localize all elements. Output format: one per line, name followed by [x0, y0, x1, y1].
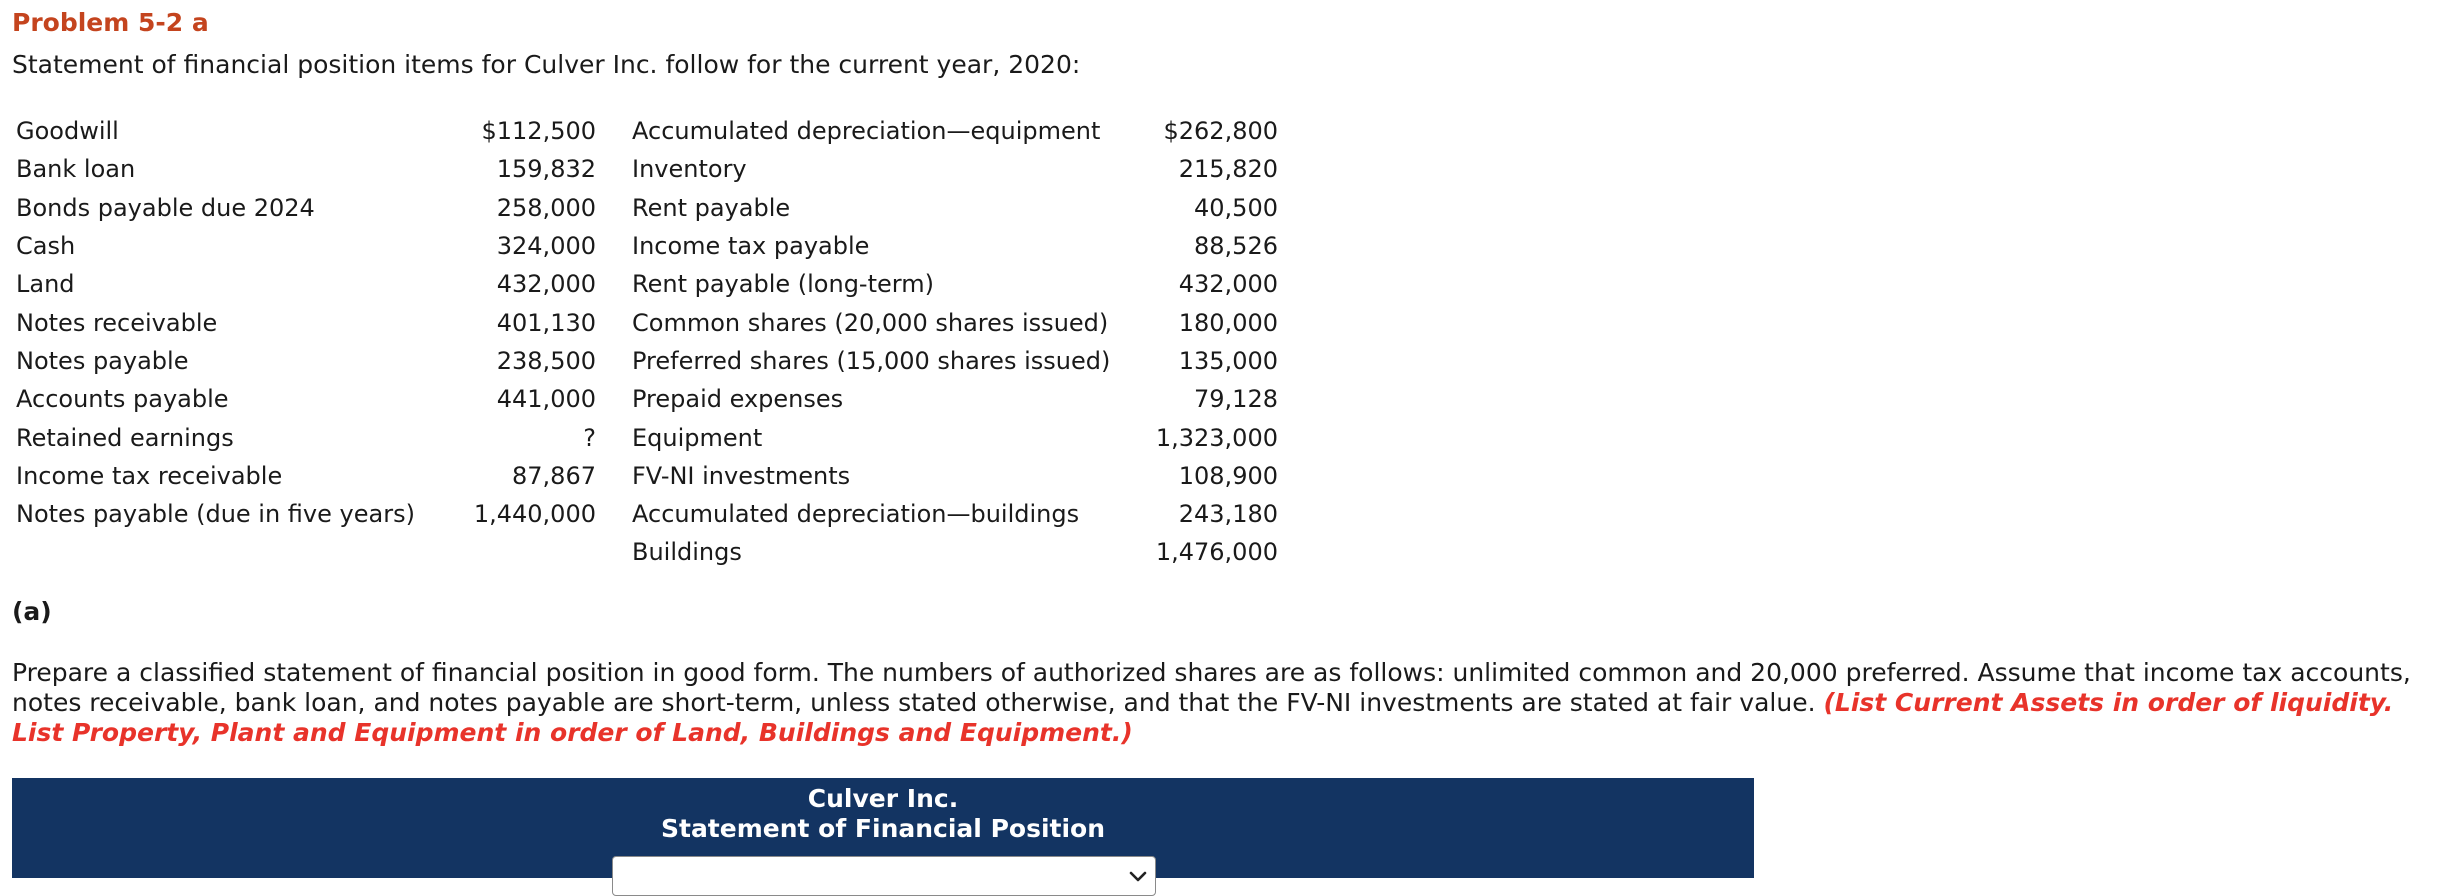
item-value: 1,476,000: [1155, 538, 1278, 567]
item-value: 432,000: [496, 270, 596, 299]
item-label: Buildings: [632, 538, 742, 567]
item-label: [16, 533, 434, 571]
table-row: [16, 189, 1278, 227]
table-row: [16, 418, 1278, 456]
item-label: Prepaid expenses: [632, 385, 844, 414]
item-label: Accounts payable: [16, 385, 229, 414]
item-value: 159,832: [496, 155, 596, 184]
item-value: 401,130: [496, 308, 596, 337]
items-table: [16, 112, 1278, 572]
table-row: [16, 150, 1278, 188]
item-label: Notes receivable: [16, 308, 218, 337]
item-label: Income tax receivable: [16, 461, 283, 490]
item-label: Rent payable (long-term): [632, 270, 934, 299]
table-row: [16, 342, 1278, 380]
item-value: 40,500: [1194, 193, 1278, 222]
table-row: [16, 112, 1278, 150]
item-value: $262,800: [1163, 117, 1278, 146]
item-value: [434, 533, 596, 571]
item-label: Inventory: [632, 155, 747, 184]
statement-header: [12, 778, 1754, 878]
item-label: Goodwill: [16, 117, 119, 146]
table-row: [16, 227, 1278, 265]
item-label: Notes payable: [16, 346, 189, 375]
table-row: [16, 265, 1278, 303]
item-value: 79,128: [1194, 385, 1278, 414]
chevron-down-icon: [1129, 871, 1147, 883]
item-value: 432,000: [1178, 270, 1278, 299]
item-label: Bonds payable due 2024: [16, 193, 315, 222]
item-label: Preferred shares (15,000 shares issued): [632, 346, 1111, 375]
table-row: [16, 380, 1278, 418]
item-value: 87,867: [512, 461, 596, 490]
item-label: Retained earnings: [16, 423, 234, 452]
item-label: Rent payable: [632, 193, 791, 222]
item-label: Cash: [16, 232, 76, 261]
item-value: 324,000: [496, 232, 596, 261]
item-value: 1,323,000: [1155, 423, 1278, 452]
part-label: (a): [12, 597, 52, 626]
item-label: Land: [16, 270, 75, 299]
item-value: 215,820: [1178, 155, 1278, 184]
item-label: FV-NI investments: [632, 461, 851, 490]
table-row: [16, 533, 1278, 571]
instructions-text: Prepare a classified statement of financial position in good form. The numbers of authorized shares are as follows: unlimited common and 20,000 preferred. Assume that income tax accounts, notes receivable, bank loan, and notes payable are short-term, unless stated otherwise, and that the FV-NI investments are stated at fair value.: [12, 658, 2411, 717]
item-value: 1,440,000: [473, 500, 596, 529]
instructions-emphasis: (List Current Assets in order of liquidity. List Property, Plant and Equipment in order of Land, Buildings and Equipment.): [12, 688, 2394, 747]
item-label: Notes payable (due in five years): [16, 500, 415, 529]
item-label: Common shares (20,000 shares issued): [632, 308, 1109, 337]
item-label: Accumulated depreciation—buildings: [632, 500, 1080, 529]
company-name: Culver Inc.: [807, 784, 959, 813]
item-value: 243,180: [1178, 500, 1278, 529]
item-value: 441,000: [496, 385, 596, 414]
item-label: Bank loan: [16, 155, 136, 184]
table-row: [16, 495, 1278, 533]
item-label: Equipment: [632, 423, 763, 452]
period-select[interactable]: [612, 856, 1156, 896]
part-instructions: [12, 658, 2432, 748]
item-value: 135,000: [1178, 346, 1278, 375]
item-label: Accumulated depreciation—equipment: [632, 117, 1101, 146]
problem-title: Problem 5-2 a: [12, 8, 209, 37]
item-value: ?: [583, 423, 596, 452]
table-row: [16, 457, 1278, 495]
item-value: 108,900: [1178, 461, 1278, 490]
item-value: 88,526: [1194, 232, 1278, 261]
item-value: 258,000: [496, 193, 596, 222]
item-value: $112,500: [481, 117, 596, 146]
item-label: Income tax payable: [632, 232, 870, 261]
problem-intro: Statement of financial position items for Culver Inc. follow for the current year, 2020:: [12, 50, 1081, 79]
item-value: 180,000: [1178, 308, 1278, 337]
item-value: 238,500: [496, 346, 596, 375]
table-row: [16, 303, 1278, 341]
statement-title: Statement of Financial Position: [660, 814, 1106, 843]
